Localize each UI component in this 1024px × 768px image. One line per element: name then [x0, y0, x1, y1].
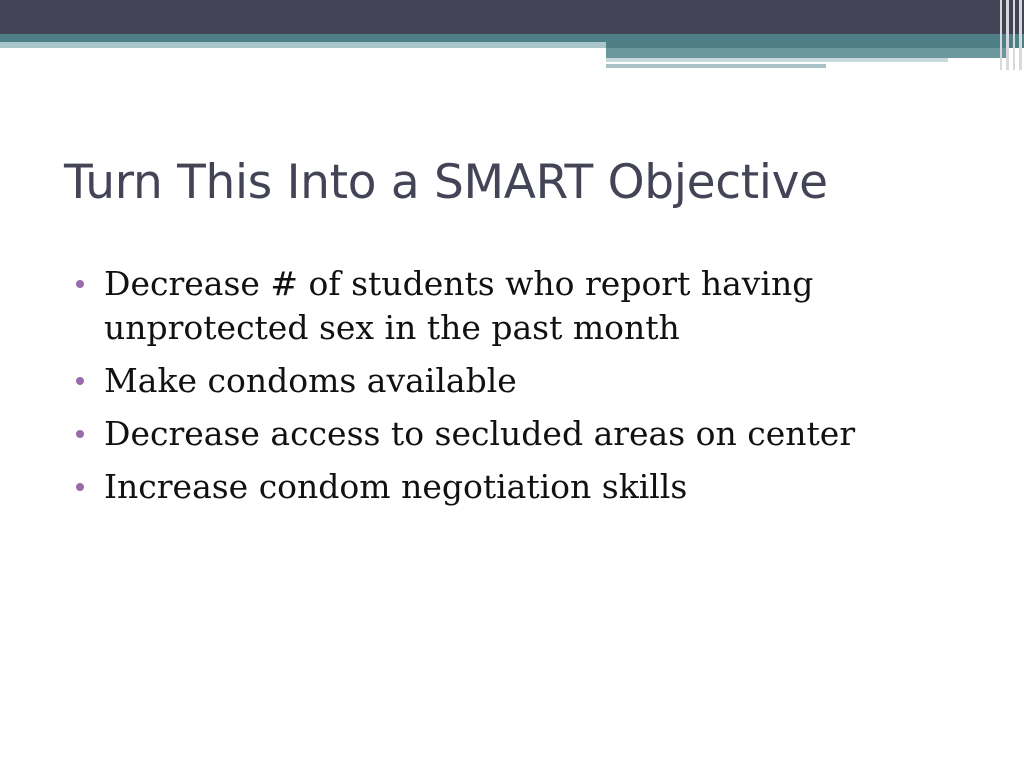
list-item: [74, 412, 974, 456]
bullet-list: [74, 262, 974, 518]
bullet-text: Decrease access to secluded areas on center: [104, 414, 856, 453]
bullet-icon: [76, 280, 84, 288]
header-band-dark: [0, 0, 1024, 34]
header-band-right: [606, 48, 1006, 58]
header-line-right: [606, 58, 948, 62]
bullet-text: Increase condom negotiation skills: [104, 467, 688, 506]
bullet-text: Make condoms available: [104, 361, 517, 400]
slide-title: Turn This Into a SMART Objective: [64, 155, 828, 210]
header-edge-lines: [996, 0, 1024, 70]
header-band-light: [0, 42, 606, 48]
header-line-right-secondary: [606, 64, 826, 68]
list-item: [74, 262, 974, 350]
bullet-icon: [76, 430, 84, 438]
bullet-icon: [76, 377, 84, 385]
list-item: [74, 465, 974, 509]
bullet-text: Decrease # of students who report having unprotected sex in the past month: [104, 264, 814, 347]
list-item: [74, 359, 974, 403]
bullet-icon: [76, 483, 84, 491]
